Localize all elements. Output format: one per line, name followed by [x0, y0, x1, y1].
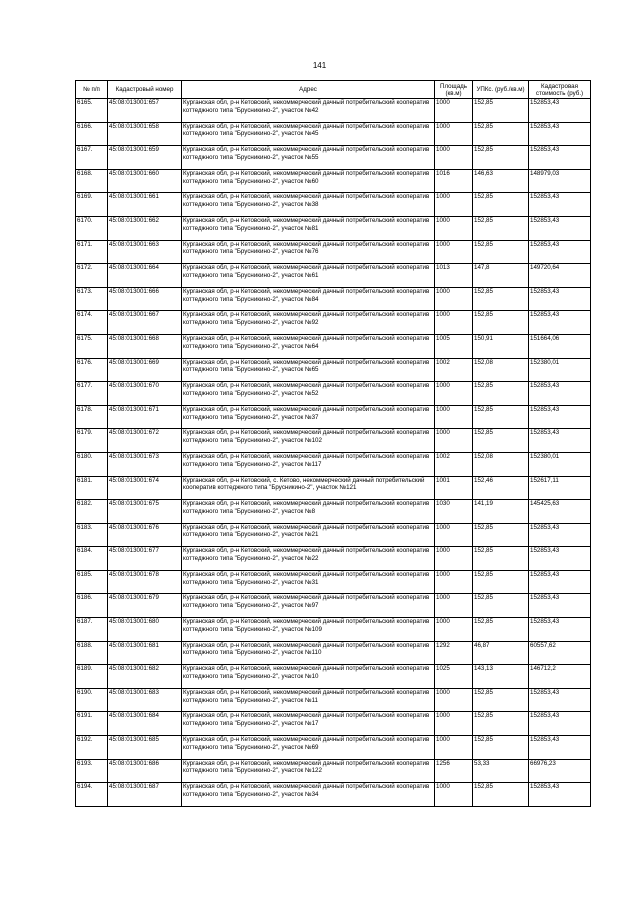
cadastral-number: 45:08:013001:666 [108, 287, 182, 311]
area: 1002 [435, 358, 473, 382]
area: 1005 [435, 334, 473, 358]
area: 1000 [435, 382, 473, 406]
address: Курганская обл, р-н Кетовский, некоммерческий дачный потребительский кооператив коттеджного типа "Брусникино-2", участок №34 [182, 783, 435, 807]
area: 1013 [435, 264, 473, 288]
upks: 152,85 [473, 523, 529, 547]
upks: 152,08 [473, 452, 529, 476]
address: Курганская обл, р-н Кетовский, некоммерческий дачный потребительский кооператив коттеджного типа "Брусникино-2", участок №37 [182, 405, 435, 429]
area: 1000 [435, 287, 473, 311]
row-index: 6190. [76, 688, 108, 712]
area: 1000 [435, 405, 473, 429]
table-row [76, 240, 591, 264]
table-row [76, 547, 591, 571]
area: 1000 [435, 547, 473, 571]
upks: 152,85 [473, 618, 529, 642]
table-row [76, 122, 591, 146]
cadastral-value: 152853,43 [529, 712, 591, 736]
address: Курганская обл, р-н Кетовский, некоммерческий дачный потребительский кооператив коттеджного типа "Брусникино-2", участок №11 [182, 688, 435, 712]
area: 1000 [435, 146, 473, 170]
cadastral-value: 152853,43 [529, 193, 591, 217]
upks: 152,85 [473, 216, 529, 240]
table-row [76, 382, 591, 406]
cadastral-number: 45:08:013001:686 [108, 759, 182, 783]
upks: 152,85 [473, 311, 529, 335]
area: 1256 [435, 759, 473, 783]
cadastral-value: 60557,62 [529, 641, 591, 665]
cadastral-number: 45:08:013001:675 [108, 500, 182, 524]
address: Курганская обл, р-н Кетовский, с. Кетово, некоммерческий дачный потребительский кооператив коттеджного типа "Брусникино-2", участок №121 [182, 476, 435, 500]
upks: 152,85 [473, 146, 529, 170]
address: Курганская обл, р-н Кетовский, некоммерческий дачный потребительский кооператив коттеджного типа "Брусникино-2", участок №97 [182, 594, 435, 618]
table-row [76, 736, 591, 760]
cadastral-value: 152853,43 [529, 240, 591, 264]
row-index: 6192. [76, 736, 108, 760]
cadastral-number: 45:08:013001:671 [108, 405, 182, 429]
header-cadastral-value: Кадастровая стоимость (руб.) [529, 81, 591, 99]
area: 1000 [435, 240, 473, 264]
cadastral-value: 152853,43 [529, 405, 591, 429]
row-index: 6170. [76, 216, 108, 240]
address: Курганская обл, р-н Кетовский, некоммерческий дачный потребительский кооператив коттеджного типа "Брусникино-2", участок №52 [182, 382, 435, 406]
cadastral-value: 152853,43 [529, 688, 591, 712]
cadastral-number: 45:08:013001:659 [108, 146, 182, 170]
cadastral-number: 45:08:013001:663 [108, 240, 182, 264]
address: Курганская обл, р-н Кетовский, некоммерческий дачный потребительский кооператив коттеджного типа "Брусникино-2", участок №45 [182, 122, 435, 146]
upks: 152,85 [473, 240, 529, 264]
header-index: № п/п [76, 81, 108, 99]
cadastral-value: 66976,23 [529, 759, 591, 783]
address: Курганская обл, р-н Кетовский, некоммерческий дачный потребительский кооператив коттеджного типа "Брусникино-2", участок №61 [182, 264, 435, 288]
address: Курганская обл, р-н Кетовский, некоммерческий дачный потребительский кооператив коттеджного типа "Брусникино-2", участок №22 [182, 547, 435, 571]
area: 1000 [435, 429, 473, 453]
cadastral-number: 45:08:013001:668 [108, 334, 182, 358]
cadastral-number: 45:08:013001:687 [108, 783, 182, 807]
cadastral-value: 152853,43 [529, 99, 591, 123]
table-row [76, 405, 591, 429]
table-row [76, 688, 591, 712]
table-row [76, 287, 591, 311]
row-index: 6191. [76, 712, 108, 736]
header-area: Площадь (кв.м) [435, 81, 473, 99]
cadastral-number: 45:08:013001:664 [108, 264, 182, 288]
address: Курганская обл, р-н Кетовский, некоммерческий дачный потребительский кооператив коттеджного типа "Брусникино-2", участок №38 [182, 193, 435, 217]
cadastral-value: 152853,43 [529, 216, 591, 240]
cadastral-value: 152853,43 [529, 594, 591, 618]
area: 1000 [435, 618, 473, 642]
area: 1000 [435, 712, 473, 736]
cadastral-value: 145425,63 [529, 500, 591, 524]
address: Курганская обл, р-н Кетовский, некоммерческий дачный потребительский кооператив коттеджного типа "Брусникино-2", участок №92 [182, 311, 435, 335]
area: 1001 [435, 476, 473, 500]
address: Курганская обл, р-н Кетовский, некоммерческий дачный потребительский кооператив коттеджного типа "Брусникино-2", участок №31 [182, 570, 435, 594]
row-index: 6182. [76, 500, 108, 524]
area: 1000 [435, 216, 473, 240]
area: 1000 [435, 193, 473, 217]
cadastral-value: 152853,43 [529, 146, 591, 170]
address: Курганская обл, р-н Кетовский, некоммерческий дачный потребительский кооператив коттеджного типа "Брусникино-2", участок №42 [182, 99, 435, 123]
upks: 147,8 [473, 264, 529, 288]
area: 1000 [435, 122, 473, 146]
cadastral-number: 45:08:013001:669 [108, 358, 182, 382]
cadastral-value: 152853,43 [529, 382, 591, 406]
cadastral-number: 45:08:013001:676 [108, 523, 182, 547]
area: 1002 [435, 452, 473, 476]
table-row [76, 452, 591, 476]
cadastral-value: 152380,01 [529, 452, 591, 476]
header-upks: УПКс. (руб./кв.м) [473, 81, 529, 99]
upks: 152,85 [473, 287, 529, 311]
table-row [76, 99, 591, 123]
row-index: 6168. [76, 169, 108, 193]
row-index: 6173. [76, 287, 108, 311]
table-row [76, 618, 591, 642]
address: Курганская обл, р-н Кетовский, некоммерческий дачный потребительский кооператив коттеджного типа "Брусникино-2", участок №69 [182, 736, 435, 760]
table-header-row [76, 81, 591, 99]
cadastral-number: 45:08:013001:685 [108, 736, 182, 760]
row-index: 6187. [76, 618, 108, 642]
row-index: 6188. [76, 641, 108, 665]
upks: 46,87 [473, 641, 529, 665]
upks: 152,85 [473, 193, 529, 217]
table-row [76, 146, 591, 170]
cadastral-number: 45:08:013001:683 [108, 688, 182, 712]
table-row [76, 429, 591, 453]
cadastral-number: 45:08:013001:674 [108, 476, 182, 500]
area: 1000 [435, 523, 473, 547]
row-index: 6180. [76, 452, 108, 476]
cadastral-value: 152853,43 [529, 429, 591, 453]
row-index: 6186. [76, 594, 108, 618]
table-row [76, 570, 591, 594]
header-address: Адрес [182, 81, 435, 99]
address: Курганская обл, р-н Кетовский, некоммерческий дачный потребительский кооператив коттеджного типа "Брусникино-2", участок №122 [182, 759, 435, 783]
row-index: 6178. [76, 405, 108, 429]
area: 1000 [435, 311, 473, 335]
table-row [76, 500, 591, 524]
cadastral-number: 45:08:013001:672 [108, 429, 182, 453]
row-index: 6174. [76, 311, 108, 335]
row-index: 6169. [76, 193, 108, 217]
upks: 152,46 [473, 476, 529, 500]
address: Курганская обл, р-н Кетовский, некоммерческий дачный потребительский кооператив коттеджного типа "Брусникино-2", участок №84 [182, 287, 435, 311]
area: 1000 [435, 688, 473, 712]
row-index: 6167. [76, 146, 108, 170]
upks: 143,13 [473, 665, 529, 689]
cadastral-value: 148979,03 [529, 169, 591, 193]
cadastral-number: 45:08:013001:678 [108, 570, 182, 594]
address: Курганская обл, р-н Кетовский, некоммерческий дачный потребительский кооператив коттеджного типа "Брусникино-2", участок №109 [182, 618, 435, 642]
cadastral-number: 45:08:013001:660 [108, 169, 182, 193]
upks: 152,85 [473, 547, 529, 571]
cadastral-value: 152853,43 [529, 736, 591, 760]
cadastral-value: 152853,43 [529, 122, 591, 146]
upks: 152,85 [473, 736, 529, 760]
cadastral-value: 152853,43 [529, 547, 591, 571]
cadastral-value: 149720,64 [529, 264, 591, 288]
cadastral-value: 152853,43 [529, 523, 591, 547]
address: Курганская обл, р-н Кетовский, некоммерческий дачный потребительский кооператив коттеджного типа "Брусникино-2", участок №10 [182, 665, 435, 689]
upks: 152,85 [473, 783, 529, 807]
row-index: 6175. [76, 334, 108, 358]
table-row [76, 216, 591, 240]
table-row [76, 594, 591, 618]
upks: 152,85 [473, 594, 529, 618]
area: 1000 [435, 736, 473, 760]
address: Курганская обл, р-н Кетовский, некоммерческий дачный потребительский кооператив коттеджного типа "Брусникино-2", участок №76 [182, 240, 435, 264]
table-row [76, 523, 591, 547]
row-index: 6181. [76, 476, 108, 500]
cadastral-number: 45:08:013001:658 [108, 122, 182, 146]
upks: 152,85 [473, 712, 529, 736]
address: Курганская обл, р-н Кетовский, некоммерческий дачный потребительский кооператив коттеджного типа "Брусникино-2", участок №8 [182, 500, 435, 524]
area: 1016 [435, 169, 473, 193]
address: Курганская обл, р-н Кетовский, некоммерческий дачный потребительский кооператив коттеджного типа "Брусникино-2", участок №117 [182, 452, 435, 476]
table-row [76, 712, 591, 736]
cadastral-value: 152617,11 [529, 476, 591, 500]
cadastral-number: 45:08:013001:670 [108, 382, 182, 406]
upks: 152,85 [473, 570, 529, 594]
area: 1292 [435, 641, 473, 665]
header-cadastral-number: Кадастровый номер [108, 81, 182, 99]
address: Курганская обл, р-н Кетовский, некоммерческий дачный потребительский кооператив коттеджного типа "Брусникино-2", участок №110 [182, 641, 435, 665]
table-row [76, 476, 591, 500]
table-row [76, 311, 591, 335]
cadastral-number: 45:08:013001:662 [108, 216, 182, 240]
cadastral-table [75, 80, 591, 807]
row-index: 6166. [76, 122, 108, 146]
area: 1000 [435, 783, 473, 807]
cadastral-value: 151664,06 [529, 334, 591, 358]
row-index: 6189. [76, 665, 108, 689]
area: 1000 [435, 594, 473, 618]
upks: 152,85 [473, 688, 529, 712]
cadastral-number: 45:08:013001:684 [108, 712, 182, 736]
address: Курганская обл, р-н Кетовский, некоммерческий дачный потребительский кооператив коттеджного типа "Брусникино-2", участок №21 [182, 523, 435, 547]
cadastral-number: 45:08:013001:673 [108, 452, 182, 476]
row-index: 6172. [76, 264, 108, 288]
row-index: 6193. [76, 759, 108, 783]
upks: 141,19 [473, 500, 529, 524]
upks: 152,85 [473, 382, 529, 406]
row-index: 6179. [76, 429, 108, 453]
upks: 150,91 [473, 334, 529, 358]
area: 1025 [435, 665, 473, 689]
cadastral-number: 45:08:013001:661 [108, 193, 182, 217]
table-row [76, 264, 591, 288]
cadastral-number: 45:08:013001:680 [108, 618, 182, 642]
row-index: 6185. [76, 570, 108, 594]
cadastral-number: 45:08:013001:679 [108, 594, 182, 618]
address: Курганская обл, р-н Кетовский, некоммерческий дачный потребительский кооператив коттеджного типа "Брусникино-2", участок №17 [182, 712, 435, 736]
row-index: 6183. [76, 523, 108, 547]
table-row [76, 193, 591, 217]
cadastral-value: 152853,43 [529, 618, 591, 642]
cadastral-value: 152853,43 [529, 783, 591, 807]
address: Курганская обл, р-н Кетовский, некоммерческий дачный потребительский кооператив коттеджного типа "Брусникино-2", участок №65 [182, 358, 435, 382]
address: Курганская обл, р-н Кетовский, некоммерческий дачный потребительский кооператив коттеджного типа "Брусникино-2", участок №81 [182, 216, 435, 240]
table-row [76, 783, 591, 807]
cadastral-value: 152853,43 [529, 311, 591, 335]
row-index: 6171. [76, 240, 108, 264]
upks: 152,85 [473, 429, 529, 453]
table-row [76, 334, 591, 358]
upks: 53,33 [473, 759, 529, 783]
upks: 152,08 [473, 358, 529, 382]
upks: 146,63 [473, 169, 529, 193]
table-row [76, 169, 591, 193]
address: Курганская обл, р-н Кетовский, некоммерческий дачный потребительский кооператив коттеджного типа "Брусникино-2", участок №102 [182, 429, 435, 453]
row-index: 6194. [76, 783, 108, 807]
upks: 152,85 [473, 405, 529, 429]
page-number: 141 [312, 61, 327, 70]
table-row [76, 665, 591, 689]
upks: 152,85 [473, 99, 529, 123]
area: 1000 [435, 570, 473, 594]
row-index: 6184. [76, 547, 108, 571]
cadastral-number: 45:08:013001:681 [108, 641, 182, 665]
cadastral-value: 152853,43 [529, 287, 591, 311]
table-row [76, 641, 591, 665]
table-row [76, 358, 591, 382]
address: Курганская обл, р-н Кетовский, некоммерческий дачный потребительский кооператив коттеджного типа "Брусникино-2", участок №55 [182, 146, 435, 170]
area: 1000 [435, 99, 473, 123]
cadastral-value: 152380,01 [529, 358, 591, 382]
cadastral-number: 45:08:013001:677 [108, 547, 182, 571]
cadastral-number: 45:08:013001:682 [108, 665, 182, 689]
area: 1030 [435, 500, 473, 524]
upks: 152,85 [473, 122, 529, 146]
table-row [76, 759, 591, 783]
row-index: 6165. [76, 99, 108, 123]
cadastral-value: 146712,2 [529, 665, 591, 689]
row-index: 6176. [76, 358, 108, 382]
cadastral-value: 152853,43 [529, 570, 591, 594]
address: Курганская обл, р-н Кетовский, некоммерческий дачный потребительский кооператив коттеджного типа "Брусникино-2", участок №60 [182, 169, 435, 193]
cadastral-number: 45:08:013001:667 [108, 311, 182, 335]
row-index: 6177. [76, 382, 108, 406]
cadastral-number: 45:08:013001:657 [108, 99, 182, 123]
address: Курганская обл, р-н Кетовский, некоммерческий дачный потребительский кооператив коттеджного типа "Брусникино-2", участок №64 [182, 334, 435, 358]
